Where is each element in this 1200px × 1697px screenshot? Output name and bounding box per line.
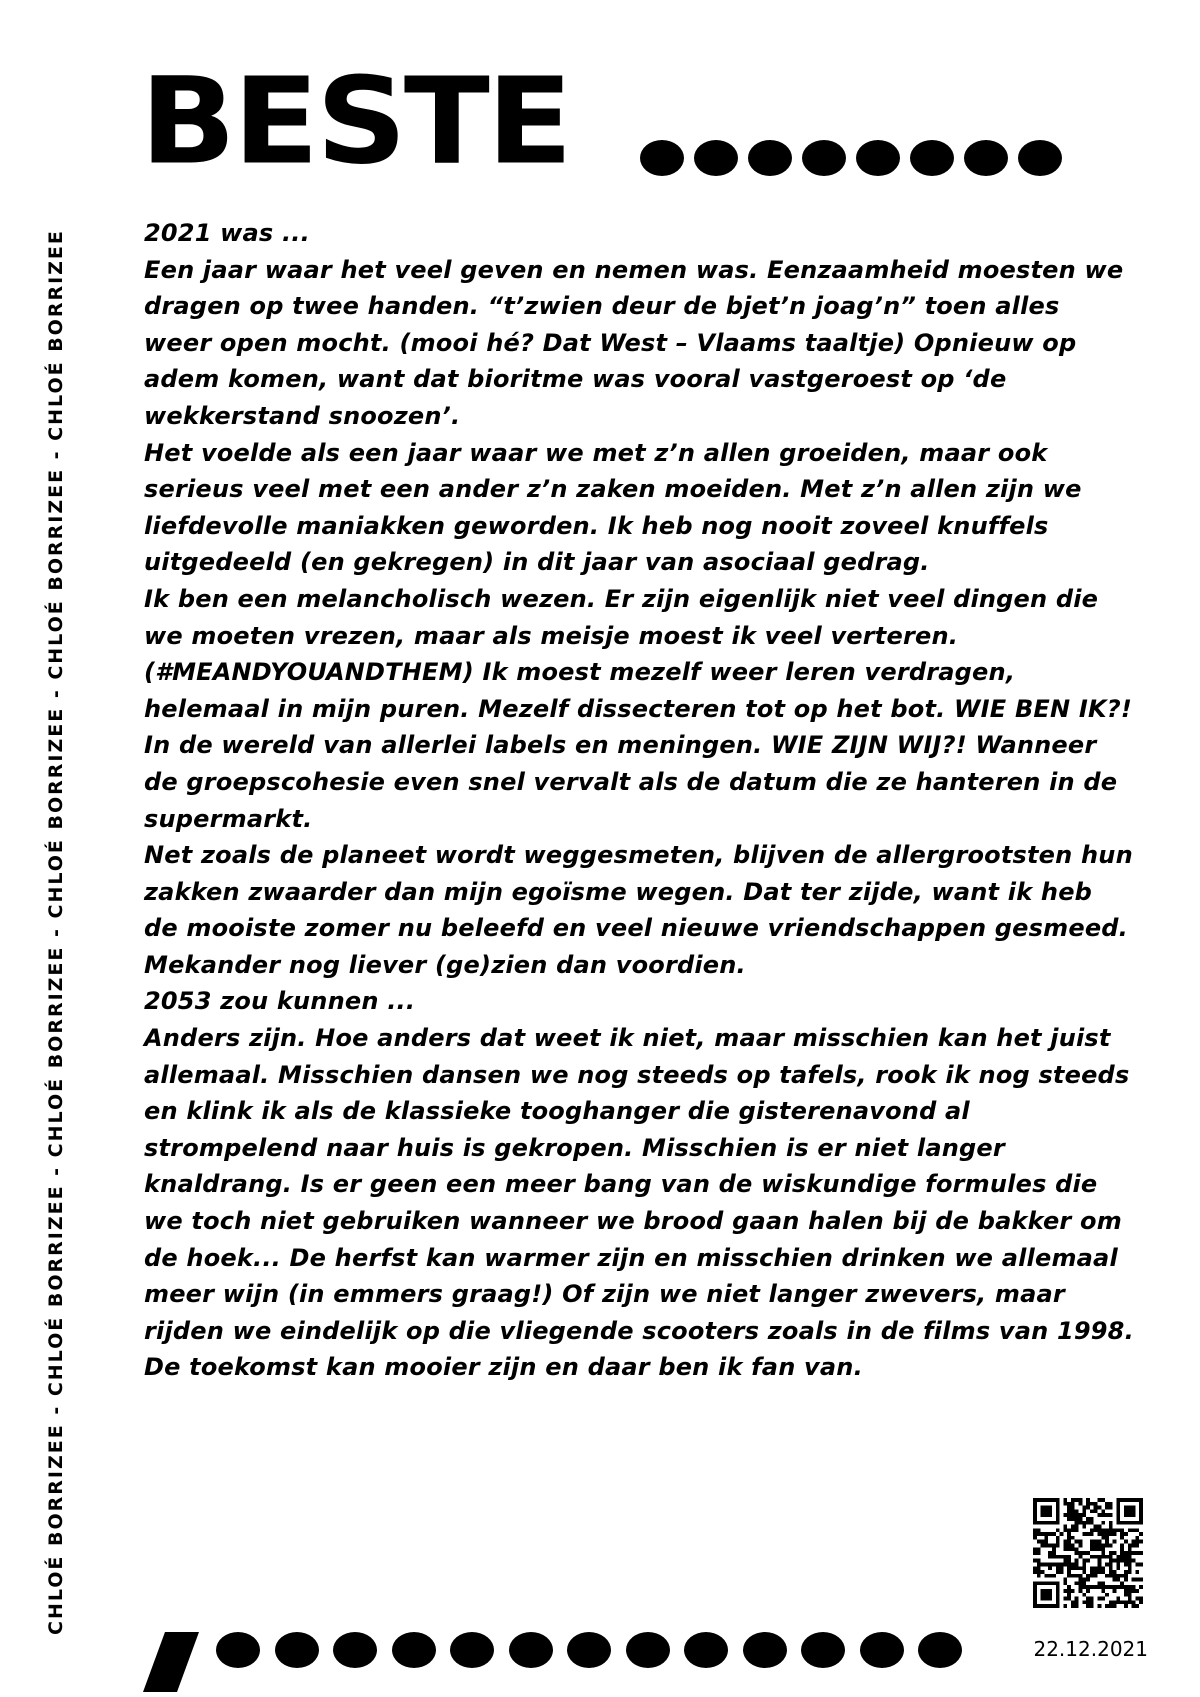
page-title: BESTE <box>140 51 570 192</box>
title-dot <box>802 140 846 176</box>
title-dot <box>910 140 954 176</box>
bottom-dot <box>860 1632 904 1668</box>
bottom-dot <box>333 1632 377 1668</box>
title-dot <box>856 140 900 176</box>
paragraph-closing: De toekomst kan mooier zijn en daar ben ik fan van. <box>144 1353 863 1382</box>
title-dot <box>640 140 684 176</box>
bottom-dot <box>450 1632 494 1668</box>
title-dots <box>640 140 1062 176</box>
bottom-dot <box>275 1632 319 1668</box>
bottom-dot <box>918 1632 962 1668</box>
paragraph: Het voelde als een jaar waar we met z’n allen groeiden, maar ook serieus veel met een ander z’n zaken moeiden. Met z’n allen zijn we liefdevolle maniakken geworden. Ik heb nog nooit zoveel knuffels uitgedeeld (en gekregen) in dit jaar van asociaal gedrag. <box>144 438 1082 577</box>
comma-mark <box>143 1632 199 1692</box>
bottom-dot <box>567 1632 611 1668</box>
letter-body <box>144 215 1134 1386</box>
bottom-dot <box>392 1632 436 1668</box>
title-dot <box>694 140 738 176</box>
title-dot <box>748 140 792 176</box>
title-dot <box>1018 140 1062 176</box>
paragraph: Net zoals de planeet wordt weggesmeten, blijven de allergrootsten hun zakken zwaarder dan mijn egoïsme wegen. Dat ter zijde, want ik heb de mooiste zomer nu beleefd en veel nieuwe vriendschappen gesmeed. Mekander nog liever (ge)zien dan voordien. <box>144 841 1133 979</box>
date: 22.12.2021 <box>1033 1637 1148 1661</box>
side-label-text: CHLOÉ BORRIZEE - CHLOÉ BORRIZEE - CHLOÉ BORRIZEE - CHLOÉ BORRIZEE - CHLOÉ BORRIZEE - CHLOÉ BORRIZEE <box>45 229 67 1635</box>
bottom-dots <box>216 1632 962 1668</box>
qr-code-icon[interactable] <box>1033 1498 1143 1608</box>
bottom-dot <box>743 1632 787 1668</box>
bottom-dot <box>509 1632 553 1668</box>
bottom-dot <box>626 1632 670 1668</box>
title-dot <box>964 140 1008 176</box>
side-label <box>44 75 68 1635</box>
paragraph: Anders zijn. Hoe anders dat weet ik niet, maar misschien kan het juist allemaal. Misschien dansen we nog steeds op tafels, rook ik nog steeds en klink ik als de klassieke tooghanger die gisterenavond al strompelend naar huis is gekropen. Misschien is er niet langer knaldrang. Is er geen een meer bang van de wiskundige formules die we toch niet gebruiken wanneer we brood gaan halen bij de bakker om de hoek... De herfst kan warmer zijn en misschien drinken we allemaal meer wijn (in emmers graag!) Of zijn we niet langer zwevers, maar rijden we eindelijk op die vliegende scooters zoals in de films van 1998. <box>144 1024 1134 1345</box>
paragraph-intro-2053: 2053 zou kunnen ... <box>144 987 416 1016</box>
bottom-dot <box>684 1632 728 1668</box>
paragraph: Een jaar waar het veel geven en nemen was. Eenzaamheid moesten we dragen op twee handen. “t’zwien deur de bjet’n joag’n” toen alles weer open mocht. (mooi hé? Dat West – Vlaams taaltje) Opnieuw op adem komen, want dat bioritme was vooral vastgeroest op ‘de wekkerstand snoozen’. <box>144 255 1124 430</box>
bottom-dot <box>216 1632 260 1668</box>
paragraph: Ik ben een melancholisch wezen. Er zijn eigenlijk niet veel dingen die we moeten vrezen, maar als meisje moest ik veel verteren. (#MEANDYOUANDTHEM) Ik moest mezelf weer leren verdragen, helemaal in mijn puren. Mezelf dissecteren tot op het bot. WIE BEN IK?! In de wereld van allerlei labels en meningen. WIE ZIJN WIJ?! Wanneer de groepscohesie even snel vervalt als de datum die ze hanteren in de supermarkt. <box>144 584 1133 833</box>
bottom-dot <box>801 1632 845 1668</box>
paragraph-intro-2021: 2021 was ... <box>144 219 310 247</box>
